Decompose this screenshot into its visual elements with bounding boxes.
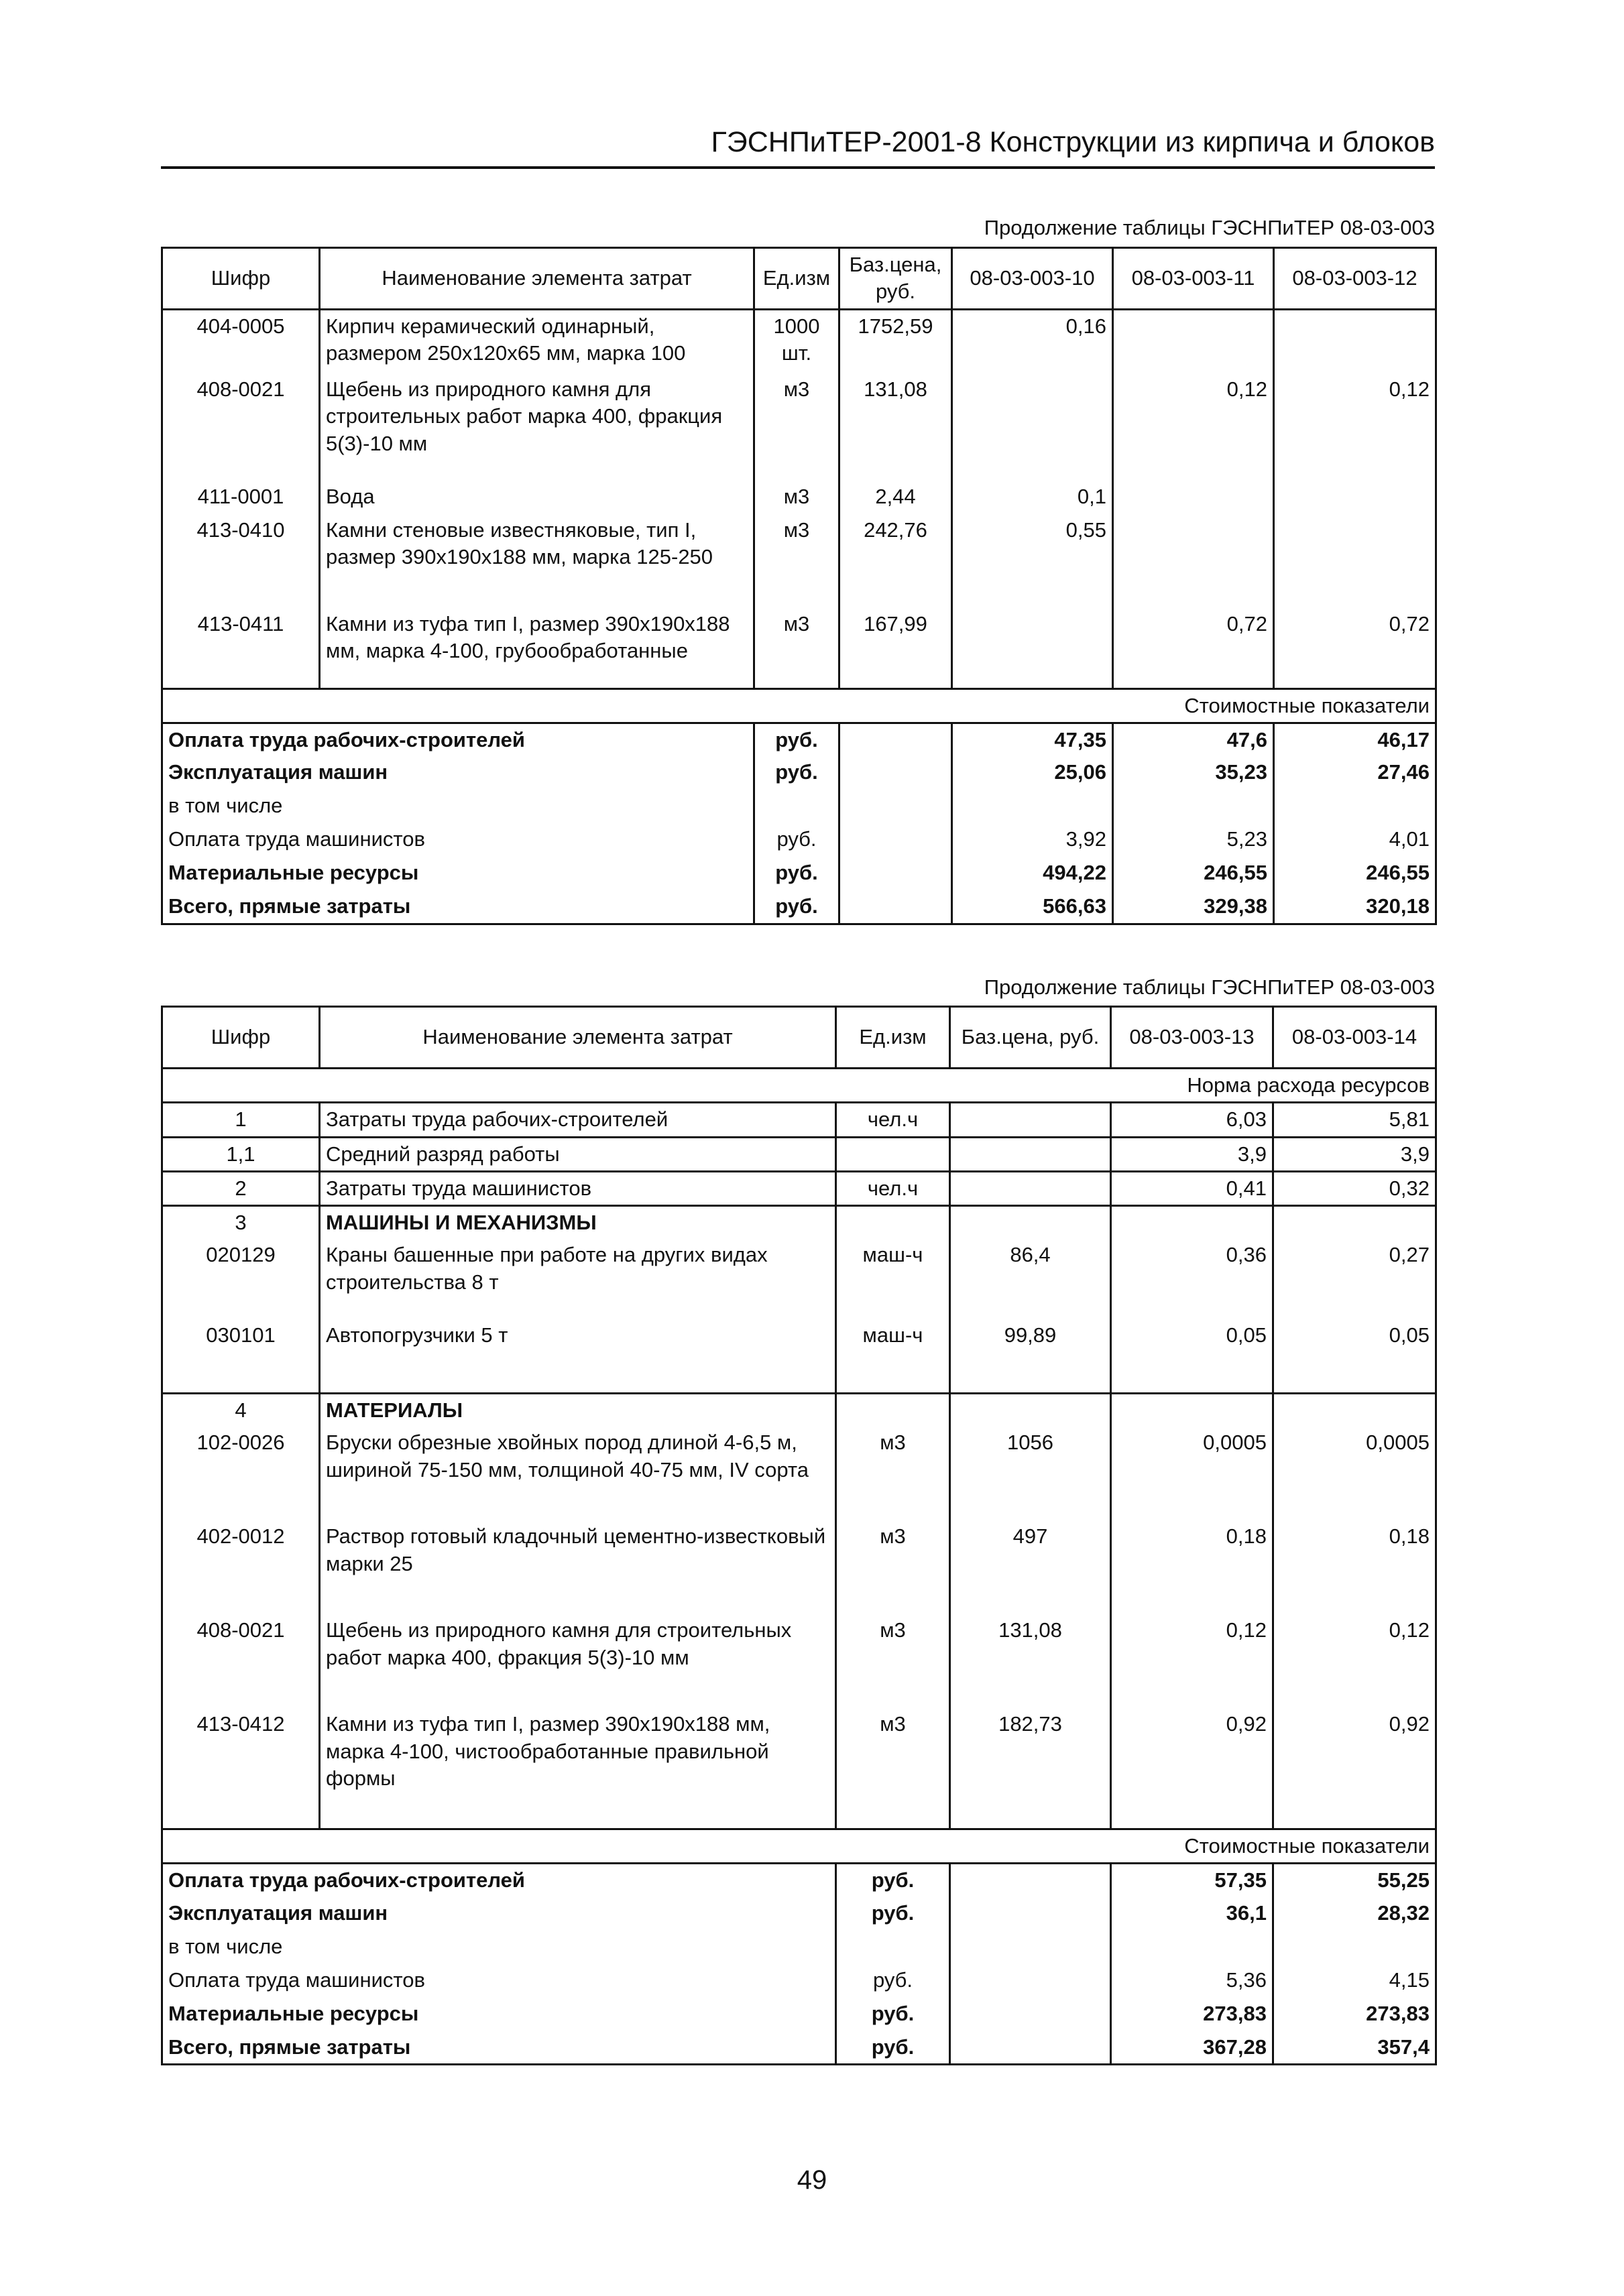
table-cell: 020129	[162, 1239, 320, 1319]
table-cell: Бруски обрезные хвойных пород длиной 4-6,5 м, шириной 75-150 мм, толщиной 40-75 мм, IV сорта	[320, 1427, 836, 1520]
table-cell: 408-0021	[162, 1614, 320, 1708]
table-cell: 167,99	[839, 608, 952, 688]
resource-table-2	[161, 1006, 1437, 2065]
table-cell: 2	[162, 1171, 320, 1205]
table-cell: 0,1	[952, 481, 1113, 514]
table-cell: 030101	[162, 1319, 320, 1393]
table-cell	[839, 890, 952, 924]
table-cell: руб.	[754, 890, 839, 924]
table1-caption: Продолжение таблицы ГЭСНПиТЕР 08-03-003	[984, 216, 1435, 239]
table-cell: м3	[754, 481, 839, 514]
totals-label: Оплата труда машинистов	[162, 1964, 836, 1998]
table-cell: 5,81	[1273, 1103, 1436, 1137]
table-row	[162, 1520, 1436, 1614]
column-header: 08-03-003-10	[952, 248, 1113, 310]
table-cell: 3,92	[952, 823, 1113, 857]
table-cell: чел.ч	[836, 1103, 950, 1137]
totals-label: Оплата труда машинистов	[162, 823, 754, 857]
table-cell: м3	[836, 1520, 950, 1614]
totals-label: Оплата труда рабочих-строителей	[162, 1864, 836, 1897]
table-cell: 3	[162, 1206, 320, 1240]
table-cell: Камни из туфа тип I, размер 390х190х188 мм, марка 4-100, грубообработанные	[320, 608, 754, 688]
table-cell	[1273, 1393, 1436, 1427]
totals-label: Эксплуатация машин	[162, 756, 754, 790]
table-cell	[836, 1393, 950, 1427]
totals-row	[162, 1864, 1436, 1897]
table-cell: 25,06	[952, 756, 1113, 790]
table-cell: Средний разряд работы	[320, 1137, 836, 1171]
table-cell: 5,23	[1113, 823, 1274, 857]
totals-row	[162, 1931, 1436, 1964]
table-cell: 131,08	[950, 1614, 1111, 1708]
table-cell: Краны башенные при работе на других видах строительства 8 т	[320, 1239, 836, 1319]
table-cell: 0,16	[952, 309, 1113, 373]
section-label-row	[162, 1829, 1436, 1863]
column-header: 08-03-003-13	[1111, 1007, 1273, 1069]
table-cell: 329,38	[1113, 890, 1274, 924]
section-label-row	[162, 688, 1436, 723]
table2-header-row	[162, 1007, 1436, 1069]
table-cell	[1113, 309, 1274, 373]
table-cell: 566,63	[952, 890, 1113, 924]
section-label: Стоимостные показатели	[162, 1829, 1436, 1863]
table-cell	[1274, 481, 1436, 514]
table-cell	[1111, 1931, 1273, 1964]
table-cell: 47,6	[1113, 723, 1274, 756]
table-cell: Затраты труда машинистов	[320, 1171, 836, 1205]
table-cell: 182,73	[950, 1708, 1111, 1829]
table-cell	[839, 790, 952, 823]
table-cell: 0,32	[1273, 1171, 1436, 1205]
totals-label: в том числе	[162, 1931, 836, 1964]
table-cell	[836, 1931, 950, 1964]
table-cell	[950, 1998, 1111, 2031]
table-cell: 0,27	[1273, 1239, 1436, 1319]
table-cell: м3	[836, 1614, 950, 1708]
table-cell: 99,89	[950, 1319, 1111, 1393]
totals-row	[162, 890, 1436, 924]
table-cell: 1752,59	[839, 309, 952, 373]
table-cell: 4,15	[1273, 1964, 1436, 1998]
table-cell	[1113, 514, 1274, 608]
table-cell: Раствор готовый кладочный цементно-известковый марки 25	[320, 1520, 836, 1614]
table-cell	[950, 1137, 1111, 1171]
table-cell: 0,72	[1113, 608, 1274, 688]
table-cell: 0,12	[1273, 1614, 1436, 1708]
table-row	[162, 1239, 1436, 1319]
table-cell	[952, 608, 1113, 688]
table-cell: Автопогрузчики 5 т	[320, 1319, 836, 1393]
totals-row	[162, 857, 1436, 890]
table-cell: 273,83	[1273, 1998, 1436, 2031]
totals-label: в том числе	[162, 790, 754, 823]
column-header: Наименование элемента затрат	[320, 248, 754, 310]
totals-row	[162, 756, 1436, 790]
table-row	[162, 608, 1436, 688]
table-row	[162, 1427, 1436, 1520]
table-row	[162, 1137, 1436, 1171]
section-label: Стоимостные показатели	[162, 688, 1436, 723]
table-cell: руб.	[836, 2031, 950, 2065]
table-cell: 1	[162, 1103, 320, 1137]
table-cell	[950, 1393, 1111, 1427]
table-cell: 413-0410	[162, 514, 320, 608]
table-row	[162, 1319, 1436, 1393]
table-cell: 411-0001	[162, 481, 320, 514]
table-cell	[950, 1864, 1111, 1897]
totals-row	[162, 1964, 1436, 1998]
table-cell: 55,25	[1273, 1864, 1436, 1897]
table-cell	[950, 1897, 1111, 1931]
table-cell: 4,01	[1274, 823, 1436, 857]
table-cell: 273,83	[1111, 1998, 1273, 2031]
table-cell: м3	[754, 514, 839, 608]
table-cell: м3	[754, 608, 839, 688]
totals-label: Всего, прямые затраты	[162, 890, 754, 924]
table-cell: 246,55	[1113, 857, 1274, 890]
table-cell: м3	[836, 1708, 950, 1829]
table-cell: 404-0005	[162, 309, 320, 373]
table-cell	[950, 1103, 1111, 1137]
table-cell	[839, 756, 952, 790]
table-cell: 494,22	[952, 857, 1113, 890]
table-cell: 35,23	[1113, 756, 1274, 790]
table-cell: 242,76	[839, 514, 952, 608]
table-cell	[1274, 309, 1436, 373]
table-cell: 4	[162, 1393, 320, 1427]
table-cell: руб.	[754, 756, 839, 790]
table-cell	[950, 1964, 1111, 1998]
table-cell: 408-0021	[162, 373, 320, 481]
table-cell	[1273, 1931, 1436, 1964]
table-cell	[836, 1206, 950, 1240]
table-cell	[1113, 481, 1274, 514]
table-cell: руб.	[836, 1964, 950, 1998]
table-cell: 1,1	[162, 1137, 320, 1171]
table-row	[162, 1393, 1436, 1427]
table-cell: 0,55	[952, 514, 1113, 608]
totals-label: Материальные ресурсы	[162, 857, 754, 890]
table-cell: маш-ч	[836, 1319, 950, 1393]
column-header: Шифр	[162, 1007, 320, 1069]
table-row	[162, 1206, 1436, 1240]
table-cell: 0,36	[1111, 1239, 1273, 1319]
table-cell: МАШИНЫ И МЕХАНИЗМЫ	[320, 1206, 836, 1240]
column-header: Шифр	[162, 248, 320, 310]
column-header: 08-03-003-11	[1113, 248, 1274, 310]
table-cell: 102-0026	[162, 1427, 320, 1520]
table-cell: 0,12	[1274, 373, 1436, 481]
table-cell	[1111, 1393, 1273, 1427]
table-cell	[950, 2031, 1111, 2065]
table-cell: 0,05	[1273, 1319, 1436, 1393]
table-cell: 413-0412	[162, 1708, 320, 1829]
table-cell: 0,41	[1111, 1171, 1273, 1205]
table-cell: 497	[950, 1520, 1111, 1614]
totals-row	[162, 2031, 1436, 2065]
table-row	[162, 1103, 1436, 1137]
table-cell	[836, 1137, 950, 1171]
table-cell	[950, 1931, 1111, 1964]
table-cell: 0,0005	[1111, 1427, 1273, 1520]
table-cell	[1111, 1206, 1273, 1240]
table-cell	[1113, 790, 1274, 823]
table-cell: 413-0411	[162, 608, 320, 688]
totals-row	[162, 790, 1436, 823]
table-cell: 28,32	[1273, 1897, 1436, 1931]
table-cell: 86,4	[950, 1239, 1111, 1319]
totals-label: Оплата труда рабочих-строителей	[162, 723, 754, 756]
table-cell: м3	[754, 373, 839, 481]
table-cell: 3,9	[1111, 1137, 1273, 1171]
totals-row	[162, 1897, 1436, 1931]
table-cell: Щебень из природного камня для строительных работ марка 400, фракция 5(3)-10 мм	[320, 373, 754, 481]
table-cell: 27,46	[1274, 756, 1436, 790]
table-cell: 3,9	[1273, 1137, 1436, 1171]
table-cell	[754, 790, 839, 823]
table-cell: 367,28	[1111, 2031, 1273, 2065]
table-cell: 2,44	[839, 481, 952, 514]
table-cell	[952, 373, 1113, 481]
table-cell	[952, 790, 1113, 823]
table-cell: Затраты труда рабочих-строителей	[320, 1103, 836, 1137]
table-cell: руб.	[836, 1864, 950, 1897]
page-number: 49	[797, 2165, 827, 2195]
table-cell: 0,92	[1273, 1708, 1436, 1829]
table-row	[162, 1614, 1436, 1708]
table1-header-row	[162, 248, 1436, 310]
column-header: Баз.цена, руб.	[839, 248, 952, 310]
column-header: Ед.изм	[754, 248, 839, 310]
table-cell: 0,05	[1111, 1319, 1273, 1393]
table-cell: руб.	[836, 1998, 950, 2031]
table-cell: 47,35	[952, 723, 1113, 756]
table-cell: руб.	[836, 1897, 950, 1931]
table-cell	[839, 723, 952, 756]
table-cell: руб.	[754, 723, 839, 756]
table-cell: 0,92	[1111, 1708, 1273, 1829]
table-cell: 402-0012	[162, 1520, 320, 1614]
resource-table-1	[161, 247, 1437, 925]
table-cell: 0,12	[1113, 373, 1274, 481]
table-row	[162, 373, 1436, 481]
table-cell	[950, 1171, 1111, 1205]
table-cell: 357,4	[1273, 2031, 1436, 2065]
table-cell	[1274, 514, 1436, 608]
table-row	[162, 481, 1436, 514]
table-cell	[839, 857, 952, 890]
table-cell: 0,72	[1274, 608, 1436, 688]
table-cell: руб.	[754, 823, 839, 857]
norm-label: Норма расхода ресурсов	[162, 1069, 1436, 1103]
column-header: 08-03-003-12	[1274, 248, 1436, 310]
table-cell: м3	[836, 1427, 950, 1520]
table-cell: 1000 шт.	[754, 309, 839, 373]
column-header: Ед.изм	[836, 1007, 950, 1069]
table-cell: 5,36	[1111, 1964, 1273, 1998]
table-cell	[950, 1206, 1111, 1240]
table-cell: 1056	[950, 1427, 1111, 1520]
table-cell: 36,1	[1111, 1897, 1273, 1931]
table-cell: маш-ч	[836, 1239, 950, 1319]
table-cell: 131,08	[839, 373, 952, 481]
column-header: Наименование элемента затрат	[320, 1007, 836, 1069]
norm-label-row	[162, 1069, 1436, 1103]
totals-label: Материальные ресурсы	[162, 1998, 836, 2031]
totals-row	[162, 1998, 1436, 2031]
table-cell: Камни из туфа тип I, размер 390х190х188 мм, марка 4-100, чистообработанные правильной формы	[320, 1708, 836, 1829]
table-cell	[839, 823, 952, 857]
table-cell: 0,0005	[1273, 1427, 1436, 1520]
table-row	[162, 514, 1436, 608]
page-header	[161, 126, 1435, 169]
table-cell: 0,12	[1111, 1614, 1273, 1708]
table-cell: Вода	[320, 481, 754, 514]
table-cell: 46,17	[1274, 723, 1436, 756]
table-cell: чел.ч	[836, 1171, 950, 1205]
table-cell: Камни стеновые известняковые, тип I, размер 390х190х188 мм, марка 125-250	[320, 514, 754, 608]
totals-label: Эксплуатация машин	[162, 1897, 836, 1931]
table-cell: МАТЕРИАЛЫ	[320, 1393, 836, 1427]
column-header: 08-03-003-14	[1273, 1007, 1436, 1069]
table-cell: 246,55	[1274, 857, 1436, 890]
totals-label: Всего, прямые затраты	[162, 2031, 836, 2065]
table-row	[162, 309, 1436, 373]
table-cell: руб.	[754, 857, 839, 890]
table-cell: 57,35	[1111, 1864, 1273, 1897]
table-cell: Щебень из природного камня для строительных работ марка 400, фракция 5(3)-10 мм	[320, 1614, 836, 1708]
table-cell	[1273, 1206, 1436, 1240]
table-cell	[1274, 790, 1436, 823]
totals-row	[162, 723, 1436, 756]
table2-caption: Продолжение таблицы ГЭСНПиТЕР 08-03-003	[984, 975, 1435, 999]
table-row	[162, 1708, 1436, 1829]
table-cell: 0,18	[1273, 1520, 1436, 1614]
table-cell: Кирпич керамический одинарный, размером 250х120х65 мм, марка 100	[320, 309, 754, 373]
header-title: ГЭСНПиТЕР-2001-8 Конструкции из кирпича и блоков	[711, 126, 1435, 158]
table-cell: 320,18	[1274, 890, 1436, 924]
column-header: Баз.цена, руб.	[950, 1007, 1111, 1069]
table-cell: 6,03	[1111, 1103, 1273, 1137]
totals-row	[162, 823, 1436, 857]
table-row	[162, 1171, 1436, 1205]
table-cell: 0,18	[1111, 1520, 1273, 1614]
